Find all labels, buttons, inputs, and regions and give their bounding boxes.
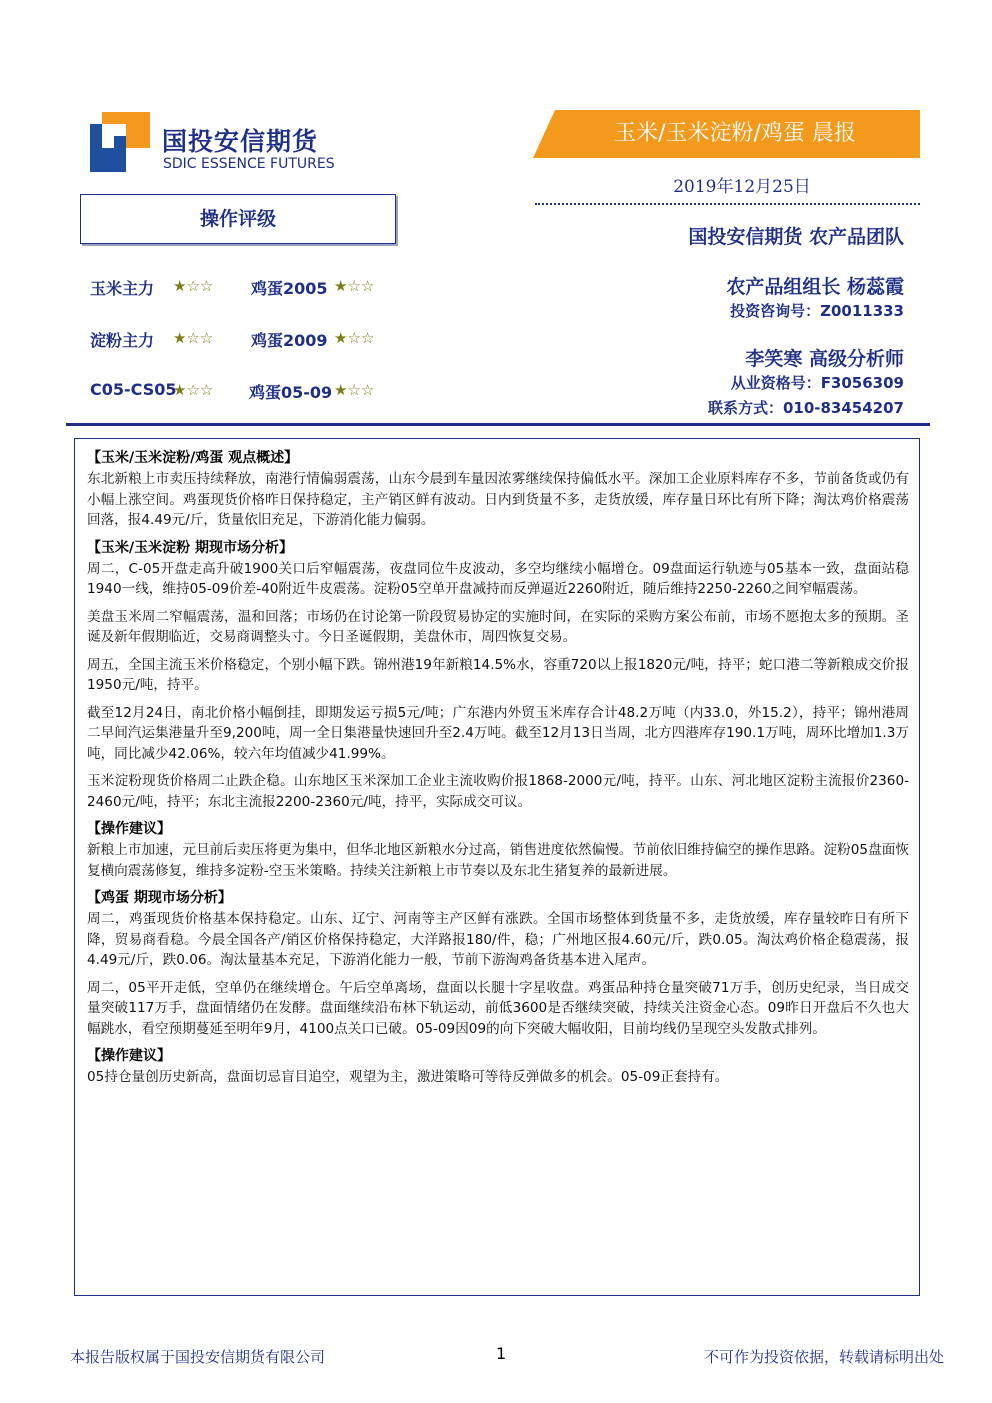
company-name-cn: 国投安信期货 — [162, 127, 319, 156]
paragraph: 东北新粮上市卖压持续释放，南港行情偏弱震荡，山东今晨到车量因浓雾继续保持偏低水平。深加工企业原料库存不多，节前备货或仍有小幅上涨空间。鸡蛋现货价格昨日保持稳定，主产销区鲜有波动。日内到货量不多，走货放缓，库存量日环比有所下降；淘汰鸡价格震荡回落，报4.49元/斤，货量依旧充足，下游消化能力偏弱。 — [87, 471, 909, 528]
report-body — [87, 444, 909, 1095]
rating-label: 玉米主力 — [90, 279, 155, 298]
dotted-divider — [535, 203, 920, 205]
paragraph: 周二，鸡蛋现货价格基本保持稳定。山东、辽宁、河南等主产区鲜有涨跌。全国市场整体到货量不多，走货放缓，库存量较昨日有所下降，贸易商看稳。今晨全国各产/销区价格保持稳定，大洋路报180/件，稳；广州地区报4.60元/斤，跌0.05。淘汰鸡价格企稳震荡，报4.49元/斤，跌0.06。淘汰量基本充足，下游消化能力一般，节前下游淘鸡备货基本进入尾声。 — [87, 911, 909, 968]
rating-stars-icon: ★☆☆ — [173, 329, 214, 347]
section-heading: 【操作建议】 — [87, 821, 171, 837]
rating-stars-icon: ★☆☆ — [334, 329, 375, 347]
rating-label: 鸡蛋05-09 — [249, 383, 333, 402]
rating-label: 淀粉主力 — [90, 331, 155, 350]
analyst2-contact: 联系方式：010-83454207 — [707, 399, 904, 417]
paragraph: 周五，全国主流玉米价格稳定，个别小幅下跌。锦州港19年新粮14.5%水，容重720以上报1820元/吨，持平；蛇口港二等新粮成交价报1950元/吨，持平。 — [87, 656, 909, 693]
analyst1-cert: 投资咨询号：Z0011333 — [730, 302, 904, 320]
rating-stars-icon: ★☆☆ — [334, 381, 375, 399]
paragraph: 周二，C-05开盘走高升破1900关口后窄幅震荡，夜盘同位牛皮波动，多空均继续小幅增仓。09盘面运行轨迹与05基本一致，盘面站稳1940一线，维持05-09价差-40附近牛皮震荡。淀粉05空单开盘减持而反弹逼近2260附近，随后维持2250-2260之间窄幅震荡。 — [87, 560, 909, 597]
header-divider — [66, 423, 930, 426]
paragraph: 美盘玉米周二窄幅震荡，温和回落；市场仍在讨论第一阶段贸易协定的实施时间，在实际的采购方案公布前，市场不愿抱太多的预期。圣诞及新年假期临近，交易商调整头寸。今日圣诞假期，美盘休市，周四恢复交易。 — [87, 608, 909, 645]
rating-stars-icon: ★☆☆ — [173, 277, 214, 295]
footer-disclaimer: 不可作为投资依据，转载请标明出处 — [703, 1348, 944, 1366]
company-name-en: SDIC ESSENCE FUTURES — [163, 156, 335, 172]
report-title: 玉米/玉米淀粉/鸡蛋 晨报 — [614, 121, 856, 146]
rating-label: 鸡蛋2009 — [251, 331, 328, 350]
paragraph: 05持仓量创历史新高，盘面切忌盲目追空，观望为主，激进策略可等待反弹做多的机会。05-09正套持有。 — [87, 1069, 729, 1085]
page-number: 1 — [496, 1344, 507, 1363]
paragraph: 周二，05平开走低，空单仍在继续增仓。午后空单离场，盘面以长腿十字星收盘。鸡蛋品种持仓量突破71万手，创历史纪录，当日成交量突破117万手，盘面情绪仍在发酵。盘面继续沿布林下轨运动，前低3600是否继续突破，持续关注资金心态。09昨日开盘后不久也大幅跳水，看空预期蔓延至明年9月，4100点关口已破。05-09因09的向下突破大幅收阳，目前均线仍呈现空头发散式排列。 — [87, 979, 909, 1037]
rating-label: C05-CS05 — [90, 380, 177, 399]
company-logo-icon — [90, 112, 150, 172]
rating-title: 操作评级 — [80, 194, 396, 244]
analyst1-name: 农产品组组长 杨蕊霞 — [726, 276, 904, 298]
report-date: 2019年12月25日 — [673, 177, 811, 197]
section-heading: 【玉米/玉米淀粉 期现市场分析】 — [87, 539, 293, 556]
section-heading: 【鸡蛋 期现市场分析】 — [87, 890, 232, 906]
rating-stars-icon: ★☆☆ — [173, 381, 214, 399]
rating-stars-icon: ★☆☆ — [334, 277, 375, 295]
analyst2-cert: 从业资格号：F3056309 — [730, 374, 904, 392]
team-name: 国投安信期货 农产品团队 — [688, 226, 904, 248]
section-heading: 【玉米/玉米淀粉/鸡蛋 观点概述】 — [87, 450, 299, 466]
rating-label: 鸡蛋2005 — [251, 279, 328, 298]
analyst2-name: 李笑寒 高级分析师 — [745, 348, 904, 370]
section-heading: 【操作建议】 — [87, 1048, 171, 1064]
footer-copyright: 本报告版权属于国投安信期货有限公司 — [70, 1348, 326, 1366]
paragraph: 截至12月24日，南北价格小幅倒挂，即期发运亏损5元/吨；广东港内外贸玉米库存合计48.2万吨（内33.0，外15.2），持平；锦州港周二早间汽运集港量升至9,200吨，周一全日集港量快速回升至2.4万吨。截至12月13日当周，北方四港库存190.1万吨，周环比增加1.3万吨，同比减少42.06%，较六年均值减少41.99%。 — [87, 704, 909, 762]
paragraph: 新粮上市加速，元旦前后卖压将更为集中，但华北地区新粮水分过高，销售进度依然偏慢。节前依旧维持偏空的操作思路。淀粉05盘面恢复横向震荡修复，维持多淀粉-空玉米策略。持续关注新粮上市节奏以及东北生猪复养的最新进展。 — [87, 842, 909, 879]
paragraph: 玉米淀粉现货价格周二止跌企稳。山东地区玉米深加工企业主流收购价报1868-2000元/吨，持平。山东、河北地区淀粉主流报价2360-2460元/吨，持平；东北主流报2200-2360元/吨，持平，实际成交可议。 — [87, 773, 909, 810]
